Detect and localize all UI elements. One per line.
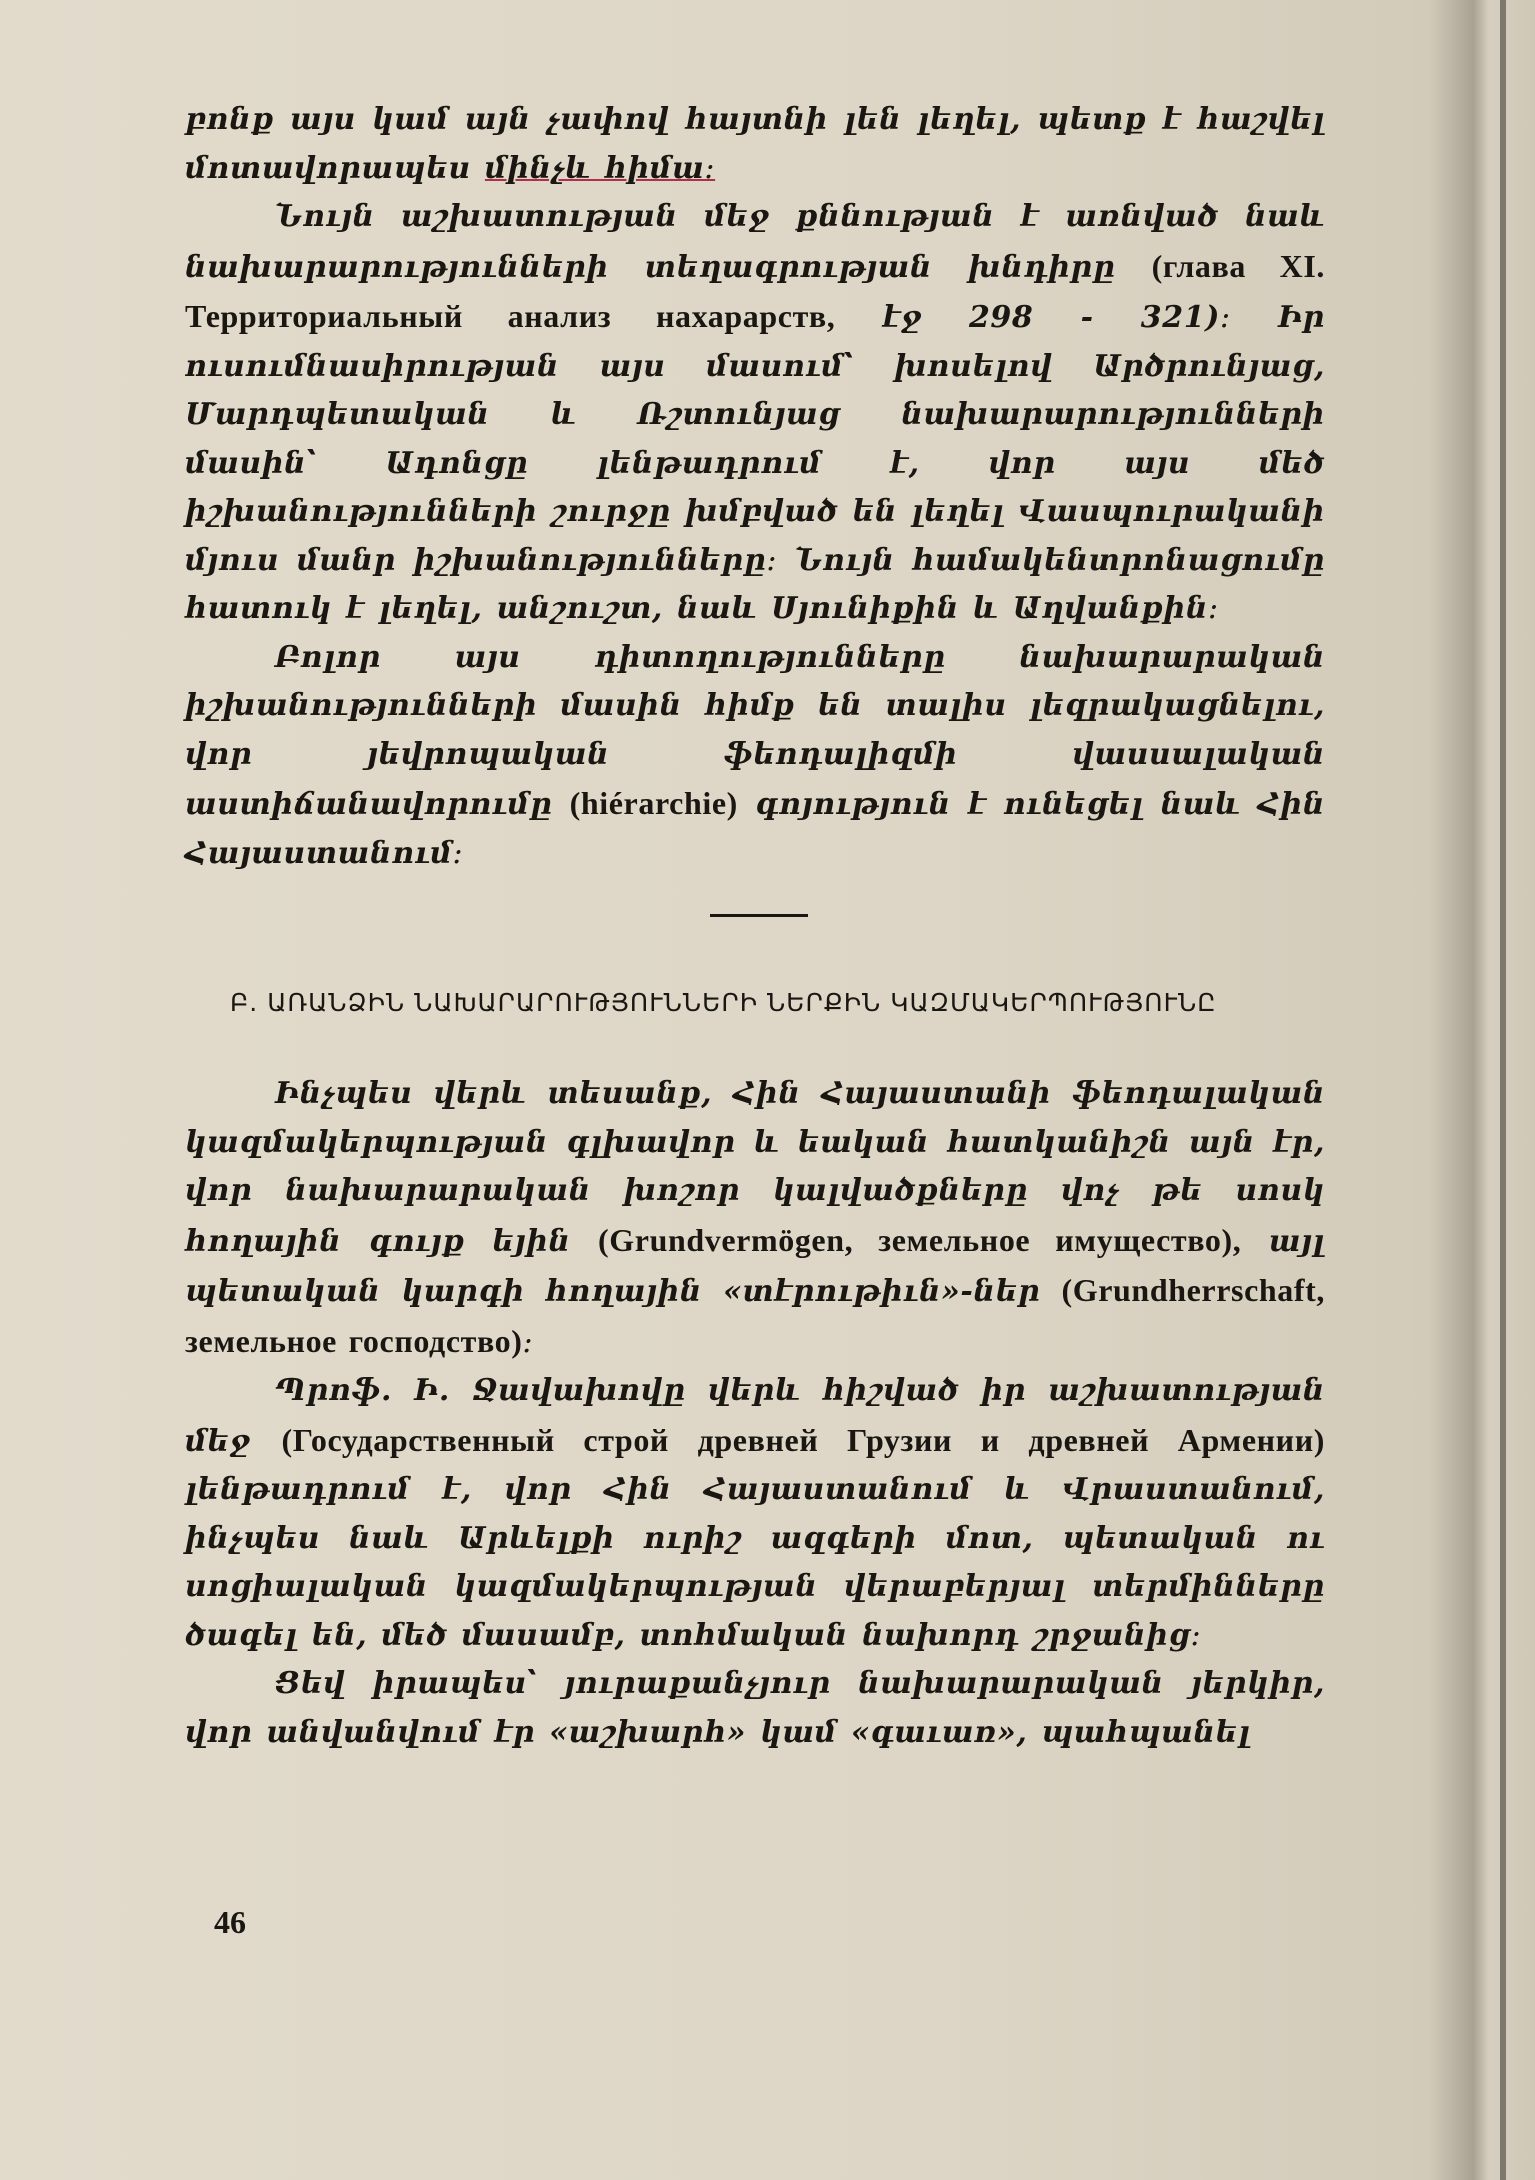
- paragraph-4-text-b: այլ պետական կարգի հողային «տէրութիւն»-ներ: [185, 1223, 1325, 1309]
- page-number: 46: [214, 1904, 246, 1940]
- russian-book-title: (Государственный строй древней Грузии и древней Армении): [281, 1421, 1325, 1458]
- paragraph-6-text: Ցեվ իրապես՝ յուրաքանչյուր նախարարական յերկիր, վոր անվանվում էր «աշխարհ» կամ «գաւառ», պահպանել: [185, 1666, 1325, 1750]
- german-russian-term-2: (Grundherrschaft, земельное господство): [185, 1272, 1325, 1359]
- french-term: (hiérarchie): [569, 785, 738, 821]
- paragraph-4-text-a: Ինչպես վերև տեսանք, Հին Հայաստանի ֆեոդալական կազմակերպության գլխավոր և եական հատկանիշն այն էր, վոր նախարարական խոշոր կալվածքները վոչ թե սոսկ հողային գույք եյին: [185, 1076, 1325, 1259]
- paragraph-4: [185, 1070, 1325, 1367]
- paragraph-3-text-a: Բոլոր այս դիտողությունները նախարարական իշխանությունների մասին հիմք են տալիս լեզրակացնելու, վոր յեվրոպական ֆեոդալիզմի վասսալական աստիճանավորումը: [185, 639, 1325, 822]
- lower-text-block: [185, 1070, 1325, 1757]
- german-russian-term-1: (Grundvermögen, земельное имущество),: [598, 1221, 1242, 1258]
- paragraph-1-text: բոնք այս կամ այն չափով հայտնի լեն լեղել, պետք է հաշվել մոտավորապես: [185, 102, 1325, 186]
- upper-text-block: [185, 96, 1325, 878]
- paragraph-2-text-b: էջ 298 - 321)։ Իր ուսումնասիրության այս մասում՝ խոսելով Արծրունյաց, Մարդպետական և Ռշտունյաց նախարարությունների մասին՝ Ադոնցը լենթադրում է, վոր այս մեծ իշխանությունների շուրջը խմբված են լեղել Վասպուրականի մյուս մանր իշխանությունները։ Նույն համակենտրոնացումը հատուկ է լեղել, անշուշտ, նաև Սյունիքին և Աղվանքին։: [185, 300, 1325, 626]
- book-spine-shadow: [1500, 0, 1506, 2180]
- paragraph-2-text-a: Նույն աշխատության մեջ քննության է առնված նաև նախարարությունների տեղագրության խնդիրը: [185, 199, 1325, 285]
- paragraph-4-text-c: ։: [522, 1324, 534, 1360]
- paragraph-5-text-b: լենթադրում է, վոր Հին Հայաստանում և Վրաստանում, ինչպես նաև Արևելքի ուրիշ ազգերի մոտ, պետական ու սոցիալական կազմակերպության վերաբերյալ տերմինները ծագել են, մեծ մասամբ, տոհմական նախորդ շրջանից։: [185, 1472, 1325, 1653]
- paragraph-5-text-a: Պրոֆ. Ի. Ջավախովը վերև հիշված իր աշխատության մեջ: [185, 1373, 1325, 1459]
- section-divider: [710, 914, 808, 917]
- paragraph-3: [185, 634, 1325, 879]
- paragraph-6: [185, 1660, 1325, 1757]
- russian-citation: (глава XI. Территориальный анализ нахарарств,: [185, 247, 1326, 334]
- section-heading: Բ. ԱՌԱՆՁԻՆ ՆԱԽԱՐԱՐՈՒԹՅՈՒՆՆԵՐԻ ՆԵՐՔԻՆ ԿԱԶՄԱԿԵՐՊՈՒԹՅՈՒՆԸ: [230, 988, 1217, 1017]
- paragraph-2: [185, 193, 1325, 634]
- underlined-phrase: մինչև հիմա։: [484, 150, 716, 186]
- paragraph-3-text-b: գոյություն է ունեցել նաև Հին Հայաստանում։: [185, 787, 1326, 871]
- paragraph-5: [185, 1367, 1325, 1660]
- paragraph-1: [185, 96, 1325, 193]
